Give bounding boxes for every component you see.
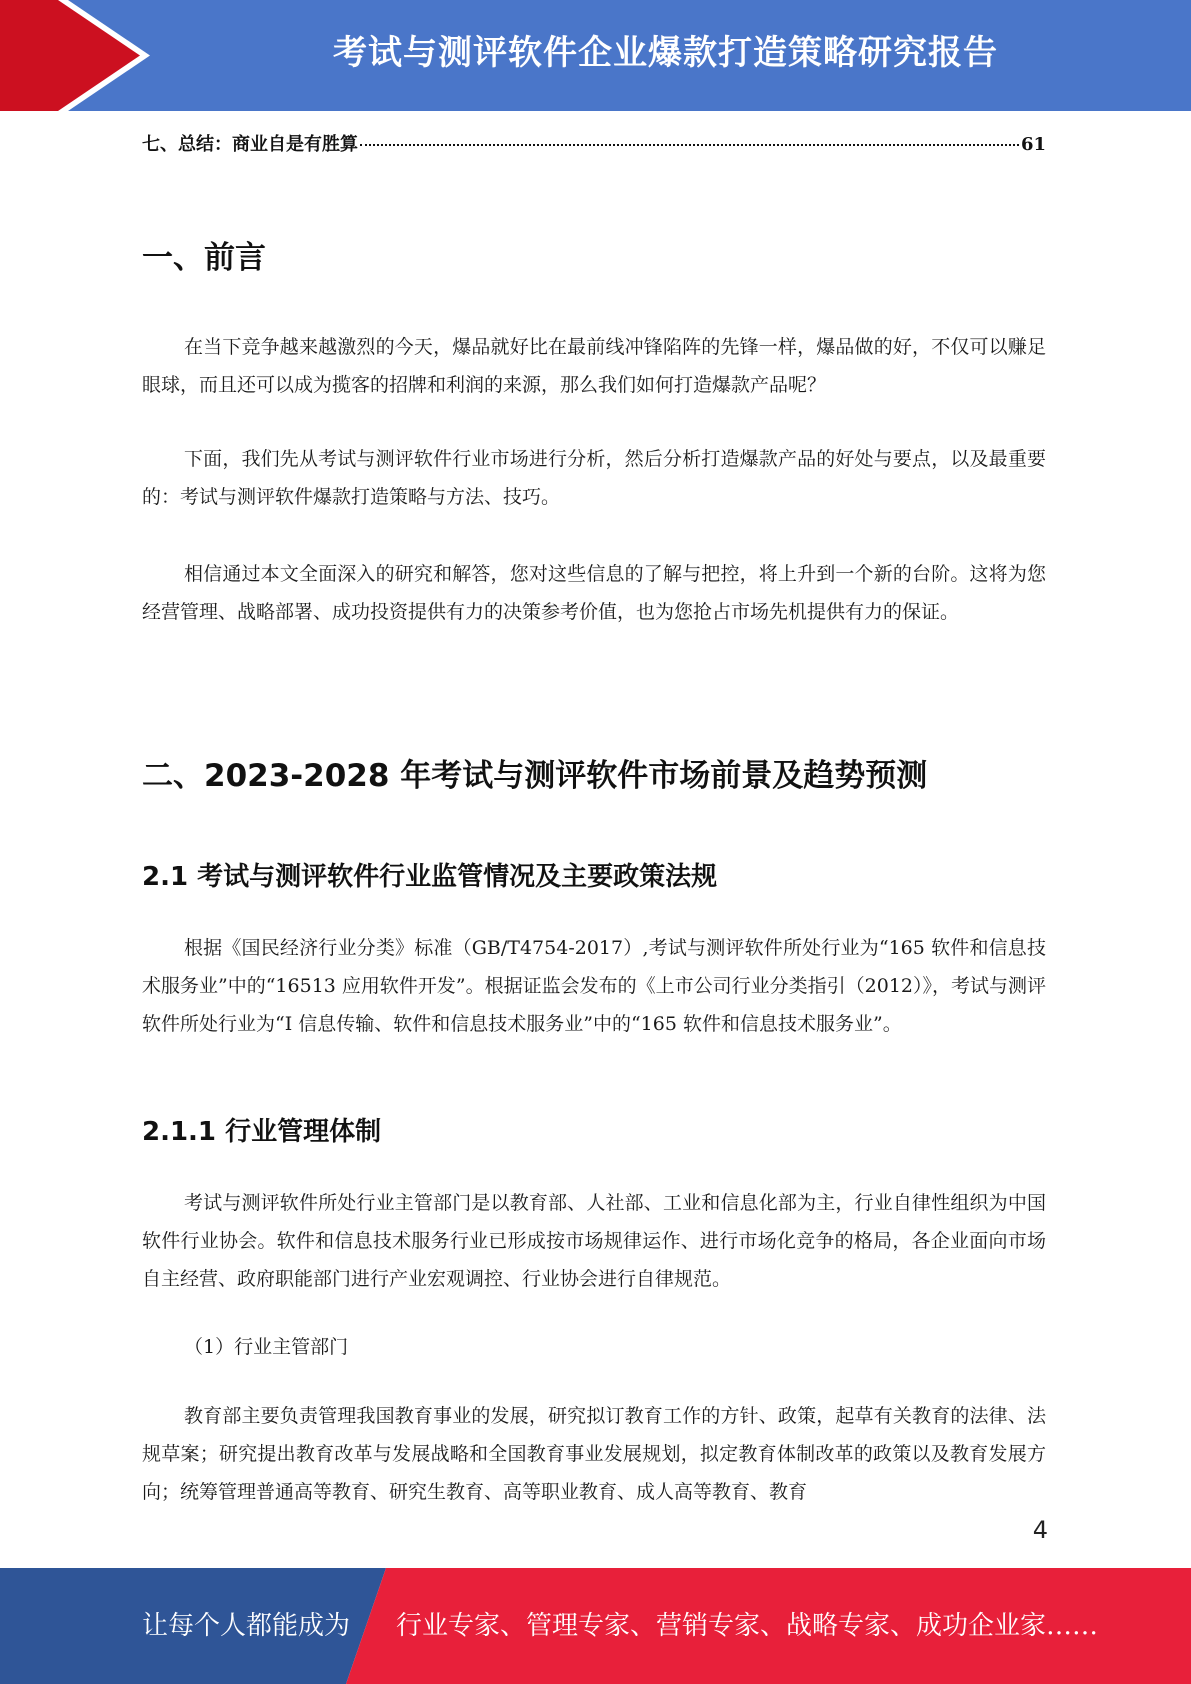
- toc-entry[interactable]: [142, 130, 1046, 156]
- subsection-2-1-1-paragraph: 考试与测评软件所处行业主管部门是以教育部、人社部、工业和信息化部为主，行业自律性组织为中国软件行业协会。软件和信息技术服务行业已形成按市场规律运作、进行市场化竞争的格局，各企业面向市场自主经营、政府职能部门进行产业宏观调控、行业协会进行自律规范。: [142, 1192, 1046, 1290]
- subsection-heading-2-1-1: 2.1.1 行业管理体制: [142, 1117, 382, 1147]
- report-title: 考试与测评软件企业爆款打造策略研究报告: [333, 33, 998, 73]
- page-footer: [0, 1568, 1191, 1684]
- toc-entry-page: 61: [1020, 134, 1046, 155]
- section-heading-market-outlook: 二、2023-2028 年考试与测评软件市场前景及趋势预测: [142, 758, 928, 794]
- preface-paragraph-1: 在当下竞争越来越激烈的今天，爆品就好比在最前线冲锋陷阵的先锋一样，爆品做的好，不仅可以赚足眼球，而且还可以成为揽客的招牌和利润的来源，那么我们如何打造爆款产品呢？: [142, 336, 1046, 396]
- toc-leader-dots: [360, 144, 1019, 146]
- list-item-paragraph: 教育部主要负责管理我国教育事业的发展，研究拟订教育工作的方针、政策，起草有关教育的法律、法规草案；研究提出教育改革与发展战略和全国教育事业发展规划，拟定教育体制改革的政策以及教育发展方向；统筹管理普通高等教育、研究生教育、高等职业教育、成人高等教育、教育: [142, 1405, 1046, 1503]
- list-item-heading: （1）行业主管部门: [184, 1336, 349, 1358]
- preface-paragraph-3: 相信通过本文全面深入的研究和解答，您对这些信息的了解与把控，将上升到一个新的台阶。这将为您经营管理、战略部署、成功投资提供有力的决策参考价值，也为您抢占市场先机提供有力的保证。: [142, 563, 1046, 623]
- footer-slogan-left: 让每个人都能成为: [142, 1611, 351, 1641]
- header-arrow-icon: [0, 0, 160, 111]
- page-header: [0, 0, 1191, 111]
- subsection-2-1-paragraph: 根据《国民经济行业分类》标准（GB/T4754-2017）,考试与测评软件所处行业为“165 软件和信息技术服务业”中的“16513 应用软件开发”。根据证监会发布的《上市公司行业分类指引（2012）》，考试与测评软件所处行业为“I 信息传输、软件和信息技术服务业”中的“165 软件和信息技术服务业”。: [142, 937, 1046, 1035]
- toc-entry-label: 七、总结：商业自是有胜算: [142, 134, 358, 155]
- footer-slogan-right: 行业专家、管理专家、营销专家、战略专家、成功企业家……: [396, 1611, 1099, 1641]
- page-number: 4: [1032, 1516, 1048, 1544]
- section-heading-preface: 一、前言: [142, 240, 266, 276]
- preface-paragraph-2: 下面，我们先从考试与测评软件行业市场进行分析，然后分析打造爆款产品的好处与要点，以及最重要的：考试与测评软件爆款打造策略与方法、技巧。: [142, 448, 1046, 508]
- subsection-heading-2-1: 2.1 考试与测评软件行业监管情况及主要政策法规: [142, 862, 718, 892]
